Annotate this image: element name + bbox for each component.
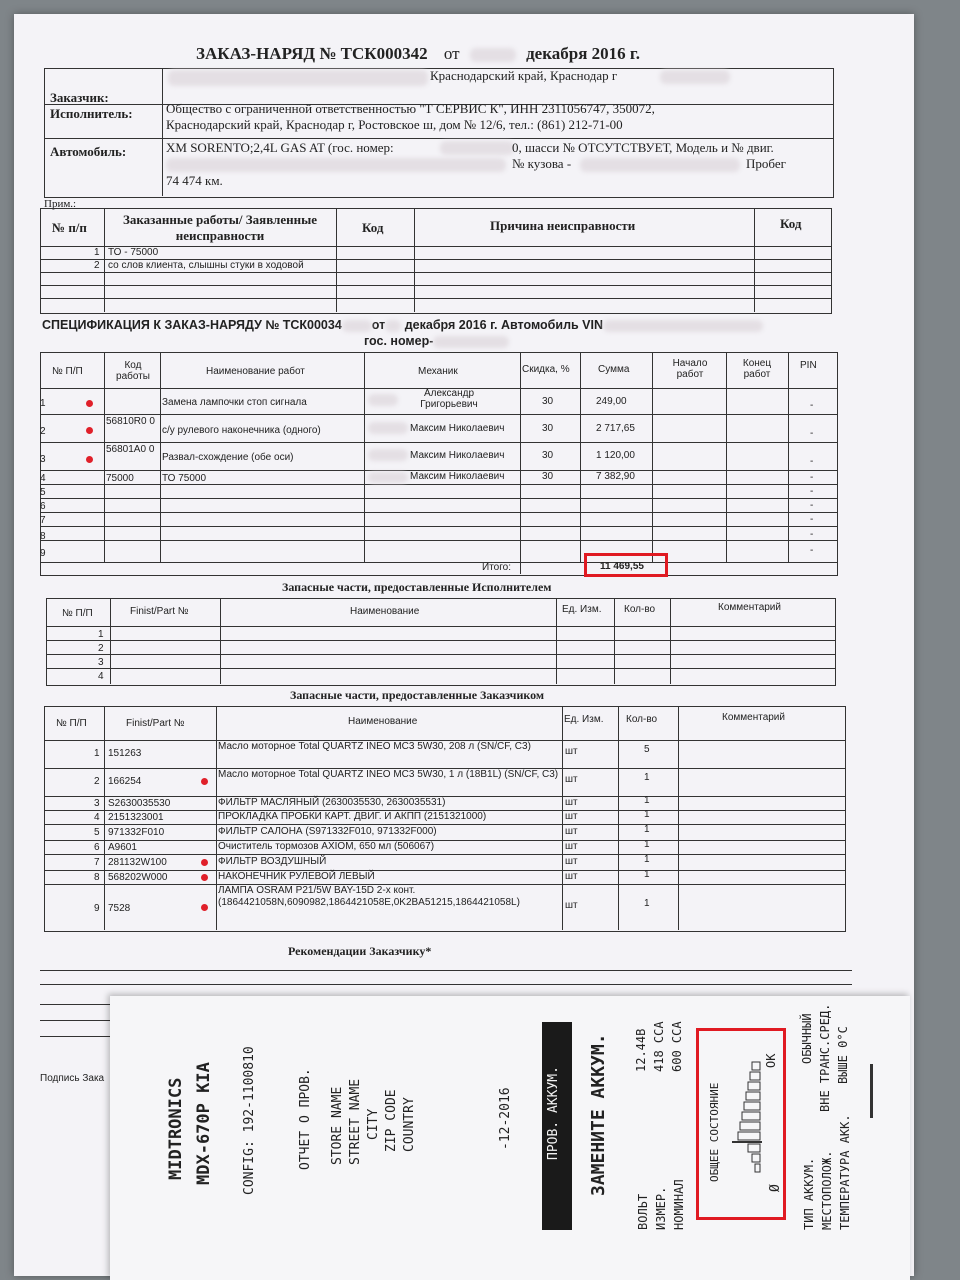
- parts-exec-title: Запасные части, предоставленные Исполнителем: [282, 580, 552, 594]
- car-line-1a: XM SORENTO;2,4L GAS AT (гос. номер:: [166, 140, 394, 155]
- receipt-volt-label: ВОЛЬТ: [636, 1193, 650, 1230]
- parts-cust-row-5-name: ФИЛЬТР САЛОНА (S971332F010, 971332F000): [218, 826, 437, 837]
- spec-row-4-code: 75000: [106, 473, 134, 484]
- receipt-measured-label: ИЗМЕР.: [654, 1186, 668, 1230]
- parts-cust-header-part: Finist/Part №: [126, 718, 185, 729]
- total-highlight-box: [584, 553, 668, 577]
- parts-cust-row-7-part: 281132W100: [108, 857, 167, 868]
- parts-cust-row-8-qty: 1: [644, 869, 650, 880]
- receipt-pen-mark: [870, 1064, 873, 1118]
- parts-cust-row-2-n: 2: [94, 776, 100, 787]
- parts-cust-row-8-name: НАКОНЕЧНИК РУЛЕВОЙ ЛЕВЫЙ: [218, 871, 375, 882]
- spec-header-start: Начало работ: [672, 358, 708, 380]
- spec-row-7-n: 7: [40, 515, 46, 526]
- receipt-location-label: МЕСТОПОЛОЖ.: [820, 1150, 834, 1230]
- spec-row-3-sum: 1 120,00: [596, 450, 635, 461]
- spec-total-value: 11 469,55: [600, 561, 644, 572]
- parts-exec-header-unit: Ед. Изм.: [562, 604, 602, 615]
- spec-header-n: № П/П: [52, 366, 83, 377]
- works-header-code2: Код: [780, 216, 802, 231]
- spec-header-discount: Скидка, %: [522, 364, 570, 375]
- spec-row-4-disc: 30: [542, 471, 554, 482]
- spec-row-3-pin: -: [810, 456, 814, 467]
- spec-row-5-n: 5: [40, 487, 46, 498]
- parts-cust-row-1-n: 1: [94, 748, 100, 759]
- order-number: ЗАКАЗ-НАРЯД № ТСК000342: [196, 44, 428, 63]
- car-line-2a: № кузова -: [512, 156, 572, 171]
- spec-row-2-pin: -: [810, 428, 814, 439]
- receipt-model: MDX-670P KIA: [194, 1062, 214, 1185]
- spec-row-1-name: Замена лампочки стоп сигнала: [162, 397, 307, 408]
- parts-exec-row-2: 2: [98, 643, 104, 654]
- parts-cust-row-6-unit: шт: [565, 841, 578, 852]
- parts-cust-row-4-part: 2151323001: [108, 812, 164, 823]
- parts-cust-row-6-part: A9601: [108, 842, 137, 853]
- spec-row-2-sum: 2 717,65: [596, 423, 635, 434]
- works-header-code: Код: [362, 220, 384, 235]
- spec-row-6-n: 6: [40, 501, 46, 512]
- parts-cust-row-1-name: Масло моторное Total QUARTZ INEO MC3 5W30, 208 л (SN/CF, C3): [218, 741, 531, 752]
- receipt-scale-zero: Ø: [768, 1184, 783, 1192]
- parts-cust-row-6-qty: 1: [644, 839, 650, 850]
- receipt-report: ОТЧЕТ О ПРОВ.: [298, 1068, 313, 1170]
- works-row-1-text: ТО - 75000: [108, 247, 159, 258]
- parts-cust-row-4-qty: 1: [644, 809, 650, 820]
- signature-label: Подпись Зака: [40, 1073, 105, 1084]
- spec-row-1-sum: 249,00: [596, 396, 627, 407]
- parts-cust-row-4-n: 4: [94, 812, 100, 823]
- works-header-reason: Причина неисправности: [490, 218, 636, 233]
- spec-row-3-n: 3: [40, 454, 46, 465]
- spec-row-6-pin: -: [810, 500, 814, 511]
- spec-row-9-n: 9: [40, 548, 46, 559]
- parts-cust-header-name: Наименование: [348, 716, 418, 727]
- parts-cust-row-9-n: 9: [94, 903, 100, 914]
- spec-row-9-pin: -: [810, 545, 814, 556]
- spec-row-2-n: 2: [40, 426, 46, 437]
- spec-title: СПЕЦИФИКАЦИЯ К ЗАКАЗ-НАРЯДУ № ТСК00034 от декабря 2016 г. Автомобиль VIN: [42, 318, 763, 332]
- spec-row-3-disc: 30: [542, 450, 554, 461]
- spec-row-3-name: Развал-схождение (обе оси): [162, 452, 294, 463]
- parts-cust-row-1-unit: шт: [565, 746, 578, 757]
- receipt-zip: ZIP CODE: [384, 1089, 399, 1152]
- parts-cust-row-3-qty: 1: [644, 795, 650, 806]
- parts-cust-row-3-name: ФИЛЬТР МАСЛЯНЫЙ (2630035530, 2630035531): [218, 797, 446, 808]
- order-from: от: [443, 44, 460, 63]
- spec-header-name: Наименование работ: [206, 366, 305, 377]
- spec-total-label: Итого:: [482, 562, 511, 573]
- spec-header-mechanic: Механик: [418, 366, 458, 377]
- spec-row-3-code: 56801A0 0: [106, 444, 155, 455]
- parts-cust-title: Запасные части, предоставленные Заказчиком: [290, 688, 545, 702]
- receipt-volt-value: 12.44В: [634, 1028, 648, 1072]
- parts-cust-row-3-part: S2630035530: [108, 798, 171, 809]
- parts-cust-row-5-qty: 1: [644, 824, 650, 835]
- spec-row-4-name: ТО 75000: [162, 473, 207, 484]
- receipt-street: STREET NAME: [348, 1078, 363, 1165]
- parts-exec-row-4: 4: [98, 671, 104, 682]
- parts-exec-header-qty: Кол-во: [624, 604, 656, 615]
- parts-cust-row-6-n: 6: [94, 842, 100, 853]
- spec-row-4-sum: 7 382,90: [596, 471, 635, 482]
- parts-cust-row-8-n: 8: [94, 872, 100, 883]
- car-mileage: 74 474 км.: [166, 173, 223, 188]
- parts-cust-header-qty: Кол-во: [626, 714, 658, 725]
- parts-cust-row-6-name: Очиститель тормозов AXIOM, 650 мл (506067): [218, 841, 435, 852]
- note-label: Прим.:: [44, 198, 77, 210]
- order-title: [196, 44, 640, 64]
- parts-cust-row-8-unit: шт: [565, 871, 578, 882]
- spec-header-code: Код работы: [116, 360, 150, 382]
- receipt-config: CONFIG: 192-1100810: [242, 1046, 257, 1195]
- parts-cust-row-5-n: 5: [94, 827, 100, 838]
- parts-cust-row-2-unit: шт: [565, 774, 578, 785]
- receipt-nominal-label: НОМИНАЛ: [672, 1179, 686, 1230]
- parts-cust-row-9-unit: шт: [565, 900, 578, 911]
- parts-cust-header-n: № П/П: [56, 718, 87, 729]
- parts-cust-row-4-name: ПРОКЛАДКА ПРОБКИ КАРТ. ДВИГ. И АКПП (2151321000): [218, 811, 487, 822]
- receipt-scale-ok: OK: [764, 1053, 778, 1068]
- parts-cust-row-1-part: 151263: [108, 748, 142, 759]
- parts-cust-row-8-part: 568202W000: [108, 872, 168, 883]
- parts-cust-row-9-part: 7528: [108, 903, 131, 914]
- receipt-battery-type-label: ТИП АККУМ.: [802, 1157, 816, 1230]
- parts-cust-row-3-n: 3: [94, 798, 100, 809]
- receipt-battery-type-value: ОБЫЧНЫЙ: [800, 1013, 814, 1064]
- parts-cust-row-7-name: ФИЛЬТР ВОЗДУШНЫЙ: [218, 856, 327, 867]
- spec-row-2-mech: Максим Николаевич: [410, 423, 505, 434]
- works-row-1-n: 1: [94, 247, 100, 258]
- works-header-n: № п/п: [52, 220, 87, 235]
- parts-cust-row-7-qty: 1: [644, 854, 650, 865]
- customer-label: Заказчик:: [50, 90, 109, 105]
- receipt-test-banner: ПРОВ. АККУМ.: [546, 1066, 561, 1160]
- parts-exec-row-3: 3: [98, 657, 104, 668]
- parts-cust-row-4-unit: шт: [565, 811, 578, 822]
- spec-row-4-pin: -: [810, 472, 814, 483]
- spec-row-8-n: 8: [40, 531, 46, 542]
- spec-row-8-pin: -: [810, 529, 814, 540]
- spec-row-1-disc: 30: [542, 396, 554, 407]
- spec-row-2-code: 56810R0 0: [106, 416, 155, 427]
- receipt-state-label: ОБЩЕЕ СОСТОЯНИЕ: [708, 1082, 721, 1182]
- receipt-city: CITY: [366, 1108, 381, 1140]
- receipt-temp-value: ВЫШЕ 0°C: [836, 1026, 850, 1084]
- parts-cust-row-5-part: 971332F010: [108, 827, 165, 838]
- receipt-store-name: STORE NAME: [330, 1086, 345, 1165]
- car-label: Автомобиль:: [50, 144, 127, 159]
- spec-row-7-pin: -: [810, 514, 814, 525]
- spec-row-1-n: 1: [40, 398, 46, 409]
- parts-cust-row-2-part: 166254: [108, 776, 142, 787]
- spec-subtitle: гос. номер-: [364, 334, 509, 348]
- parts-cust-row-7-unit: шт: [565, 856, 578, 867]
- spec-row-5-pin: -: [810, 486, 814, 497]
- receipt-nominal-value: 600 CCA: [670, 1021, 684, 1072]
- parts-cust-header-comment: Комментарий: [722, 712, 785, 723]
- receipt-country: COUNTRY: [402, 1097, 417, 1152]
- parts-exec-header-part: Finist/Part №: [130, 606, 189, 617]
- parts-cust-row-5-unit: шт: [565, 826, 578, 837]
- spec-row-2-name: с/у рулевого наконечника (одного): [162, 425, 321, 436]
- parts-cust-row-7-n: 7: [94, 857, 100, 868]
- car-line-1b: 0, шасси № ОТСУТСТВУЕТ, Модель и № двиг.: [512, 140, 774, 155]
- parts-exec-header-name: Наименование: [350, 606, 420, 617]
- spec-header-end: Конец работ: [742, 358, 772, 380]
- parts-exec-header-n: № П/П: [62, 608, 93, 619]
- car-line-2b: Пробег: [746, 156, 786, 171]
- parts-cust-row-9-qty: 1: [644, 898, 650, 909]
- parts-exec-header-comment: Комментарий: [718, 602, 781, 613]
- parts-cust-row-9-name: ЛАМПА OSRAM P21/5W BAY-15D 2-х конт. (1864421058N,6090982,1864421058E,0K2BA51215,1864421058L): [218, 885, 520, 908]
- state-highlight-box: [696, 1028, 786, 1220]
- receipt-brand: MIDTRONICS: [166, 1077, 186, 1180]
- parts-exec-row-1: 1: [98, 629, 104, 640]
- receipt-location-value: ВНЕ ТРАНС.СРЕД.: [818, 1003, 832, 1112]
- parts-cust-header-unit: Ед. Изм.: [564, 714, 604, 725]
- order-date: декабря 2016 г.: [526, 44, 640, 63]
- parts-cust-row-3-unit: шт: [565, 797, 578, 808]
- works-row-2-n: 2: [94, 260, 100, 271]
- parts-cust-row-2-qty: 1: [644, 772, 650, 783]
- recommendations-title: Рекомендации Заказчику*: [288, 944, 432, 958]
- receipt-measured-value: 418 CCA: [652, 1021, 666, 1072]
- works-header-works: Заказанные работы/ Заявленные неисправности: [122, 212, 318, 243]
- contractor-line-2: Краснодарский край, Краснодар г, Ростовское ш, дом № 12/6, тел.: (861) 212-71-00: [166, 117, 623, 132]
- spec-header-sum: Сумма: [598, 364, 630, 375]
- receipt-temp-label: ТЕМПЕРАТУРА АКК.: [838, 1114, 852, 1230]
- works-row-2-text: со слов клиента, слышны стуки в ходовой: [108, 260, 304, 271]
- spec-row-4-n: 4: [40, 473, 46, 484]
- contractor-line-1: Общество с ограниченной ответственностью "Т СЕРВИС К", ИНН 2311056747, 350072,: [166, 101, 655, 116]
- contractor-label: Исполнитель:: [50, 106, 133, 121]
- receipt-result: ЗАМЕНИТЕ АККУМ.: [588, 1033, 609, 1196]
- parts-cust-row-1-qty: 5: [644, 744, 650, 755]
- parts-cust-row-2-name: Масло моторное Total QUARTZ INEO MC3 5W30, 1 л (18B1L) (SN/CF, C3): [218, 769, 559, 780]
- spec-row-1-pin: -: [810, 400, 814, 411]
- spec-row-2-disc: 30: [542, 423, 554, 434]
- spec-header-pin: PIN: [800, 360, 817, 371]
- spec-row-4-mech: Максим Николаевич: [410, 471, 505, 482]
- spec-row-1-mech: Александр Григорьевич: [420, 388, 478, 410]
- spec-row-3-mech: Максим Николаевич: [410, 450, 505, 461]
- receipt-date: -12-2016: [498, 1087, 513, 1150]
- customer-value: Краснодарский край, Краснодар г: [430, 68, 618, 83]
